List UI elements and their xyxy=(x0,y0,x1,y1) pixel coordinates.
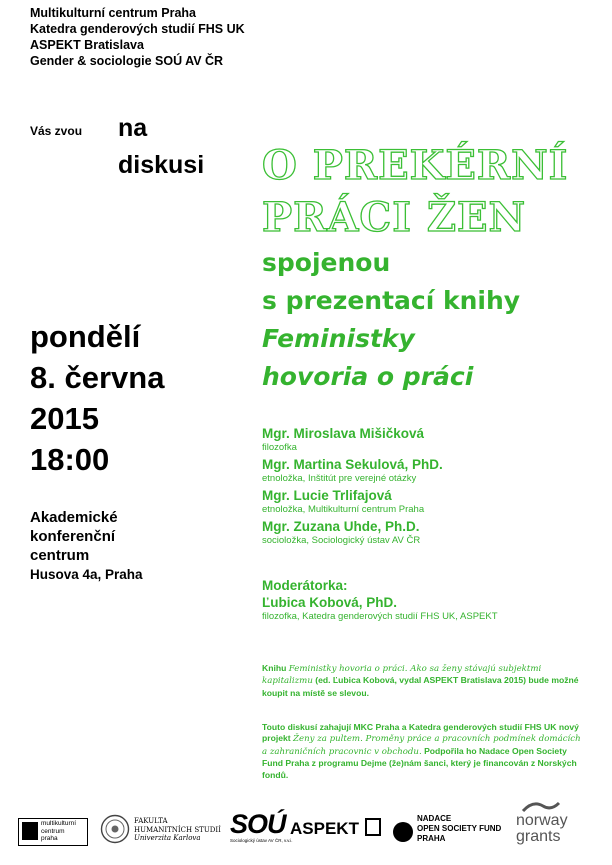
event-venue xyxy=(30,508,143,584)
logo-text: multikulturní xyxy=(41,820,77,827)
organizer: Katedra genderových studií FHS UK xyxy=(30,22,245,36)
partner-logos xyxy=(18,800,598,850)
logo-text: Sociologický ústav AV ČR, v.v.i. xyxy=(230,838,293,843)
mkc-mark-icon xyxy=(22,822,38,840)
logo-text: grants xyxy=(516,828,561,845)
venue-line: konferenční xyxy=(30,528,116,545)
speaker xyxy=(262,488,443,516)
aspekt-mark-icon xyxy=(365,818,381,836)
logo-text: praha xyxy=(41,835,58,842)
speaker xyxy=(262,457,443,485)
moderator-name: Ľubica Kobová, PhD. xyxy=(262,595,398,610)
university-seal-icon xyxy=(100,814,130,844)
organizer: Gender & sociologie SOÚ AV ČR xyxy=(30,54,224,68)
osf-mark-icon xyxy=(393,822,413,842)
sou-logo xyxy=(230,809,293,850)
speaker-role: etnoložka, Multikulturní centrum Praha xyxy=(262,504,425,515)
title-line: PRÁCI ŽEN xyxy=(262,194,527,241)
invite-diskusi: diskusi xyxy=(118,151,205,179)
event-time: 18:00 xyxy=(30,442,110,477)
norway-grants-logo xyxy=(516,800,580,850)
venue-line: centrum xyxy=(30,547,90,564)
invite-na: na xyxy=(118,114,148,142)
speaker-role: socioložka, Sociologický ústav AV ČR xyxy=(262,535,421,546)
speaker xyxy=(262,426,443,454)
invite-text: Vás zvou xyxy=(30,124,83,138)
logo-text: NADACE xyxy=(417,814,452,823)
moderator-label: Moderátorka: xyxy=(262,578,348,593)
subtitle-line: s prezentací knihy xyxy=(262,286,521,315)
speakers-list xyxy=(262,426,443,550)
venue-address: Husova 4a, Praha xyxy=(30,567,143,582)
event-datetime xyxy=(30,316,164,480)
note-book-title: Feministky hovoria o práci. Ako sa ženy stávajú subjektmi kapitalizmu xyxy=(262,664,542,687)
speaker-name: Mgr. Martina Sekulová, PhD. xyxy=(262,457,443,472)
title-line: O PREKÉRNÍ xyxy=(262,142,569,189)
organizer: Multikulturní centrum Praha xyxy=(30,6,196,20)
logo-text: norway xyxy=(516,812,568,829)
speaker-role: etnoložka, Inštitút pre verejné otázky xyxy=(262,473,417,484)
moderator-block xyxy=(262,577,498,623)
mkc-logo xyxy=(18,818,88,846)
osf-logo xyxy=(393,812,518,846)
logo-text: PRAHA xyxy=(417,834,446,843)
note-text: Knihu xyxy=(262,663,289,673)
book-title-line: Feministky xyxy=(262,324,415,353)
moderator-role: filozofka, Katedra genderových studií FHS UK, ASPEKT xyxy=(262,611,498,622)
organizer: ASPEKT Bratislava xyxy=(30,38,144,52)
speaker-role: filozofka xyxy=(262,442,297,453)
speaker-name: Mgr. Lucie Trlifajová xyxy=(262,488,392,503)
note-text: (ed. Ľubica Kobová, vydal ASPEKT Bratislava 2015) bude možné koupit na místě se slevou. xyxy=(262,675,579,698)
note-text: Touto diskusí zahajují MKC Praha a Katedra genderových studií FHS UK nový projekt xyxy=(262,722,579,744)
logo-text: Univerzita Karlova xyxy=(134,834,201,842)
event-date: 8. června xyxy=(30,360,165,395)
logo-text: centrum xyxy=(41,827,65,835)
book-note xyxy=(262,663,587,699)
logo-text: HUMANITNÍCH STUDIÍ xyxy=(134,825,221,834)
logo-text: SOÚ xyxy=(230,809,286,839)
event-year: 2015 xyxy=(30,401,99,436)
book-title-line: hovoria o práci xyxy=(262,362,474,391)
subtitle-line: spojenou xyxy=(262,248,391,277)
speaker-name: Mgr. Zuzana Uhde, Ph.D. xyxy=(262,519,420,534)
logo-text: FAKULTA xyxy=(134,817,168,825)
event-subtitle xyxy=(262,244,520,396)
event-day: pondělí xyxy=(30,319,141,354)
event-title xyxy=(262,140,568,244)
organizers-list xyxy=(30,5,245,69)
venue-line: Akademické xyxy=(30,509,118,526)
logo-text: OPEN SOCIETY FUND xyxy=(417,824,502,833)
fhs-logo xyxy=(100,814,225,848)
speaker-name: Mgr. Miroslava Mišičková xyxy=(262,426,425,441)
speaker xyxy=(262,519,443,547)
note-text: Podpořila ho Nadace Open Society Fund Praha z programu Dejme (že)nám šanci, který je financován z Norských fondů. xyxy=(262,745,577,780)
logo-text: ASPEKT xyxy=(290,819,359,838)
aspekt-logo xyxy=(290,818,390,840)
note-project-title: Ženy za pultem. Proměny práce a pracovních podmínek domácích a zahraničních pracovnic v obchodu. xyxy=(262,734,581,757)
project-note xyxy=(262,722,587,781)
